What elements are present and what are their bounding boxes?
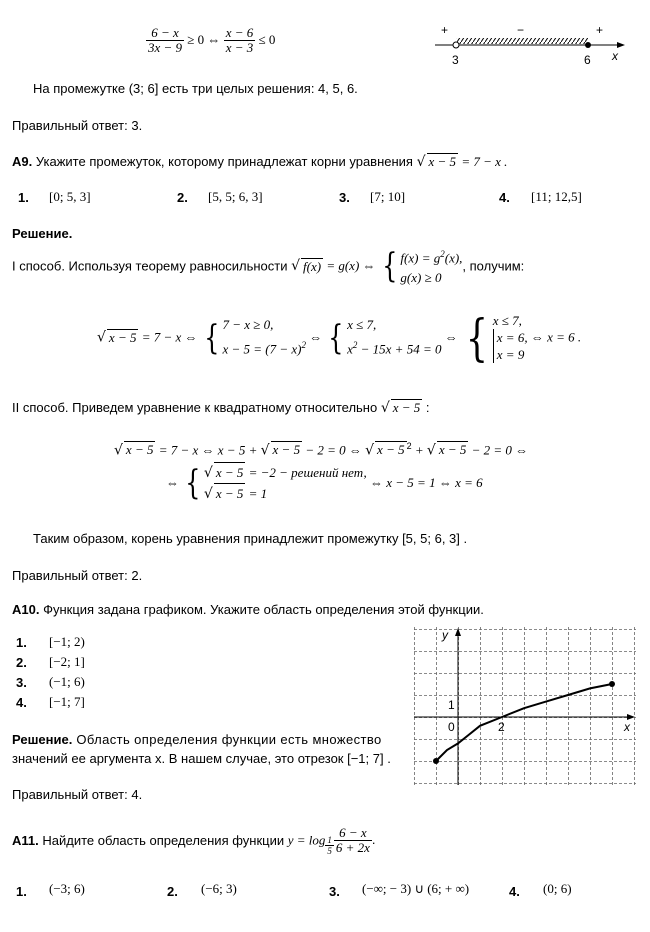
system-line: = −2 − решений нет, bbox=[245, 465, 367, 480]
frac-num: 6 − x bbox=[334, 826, 372, 841]
top-inequality bbox=[146, 26, 275, 55]
chain-text: + bbox=[411, 442, 427, 458]
chain-eq: = 7 − x ⇔ bbox=[138, 329, 201, 345]
equation-rhs: = 7 − x . bbox=[458, 154, 508, 169]
radical: x − 5 bbox=[377, 442, 405, 458]
way1-line: I способ. Используя теорему равносильности √ f(x) = g(x) ⇔ { $f(x) = g^2(x)$, g(x) ≥ 0 , получим: bbox=[12, 244, 524, 288]
solution-label: Решение. bbox=[12, 226, 73, 241]
radical: x − 5 bbox=[214, 462, 246, 483]
equiv-arrow: ⇔ bbox=[305, 329, 326, 345]
axis-label-x: x bbox=[612, 49, 618, 63]
option-num: 4. bbox=[16, 695, 27, 710]
answer-a9: Правильный ответ: 2. bbox=[12, 568, 143, 583]
solution-chain-1: √ x − 5 = 7 − x ⇔ { 7 − x ≥ 0, $x - 5 = (7 - x)^2$ ⇔ { x ≤ 7, $x^2 - 15x + 54 = 0$ ⇔ { x ≤ 7, x = 6, x = 9 ⇔ x = 6 . bbox=[97, 308, 582, 367]
system-line: 7 − x ≥ 0, bbox=[222, 317, 274, 333]
tick-label-3: 3 bbox=[452, 53, 459, 67]
function-graph bbox=[414, 627, 636, 785]
equiv-arrow: ⇔ bbox=[166, 475, 183, 490]
sign-minus: − bbox=[517, 23, 525, 37]
origin-label: 0 bbox=[448, 720, 455, 734]
answer-a8: Правильный ответ: 3. bbox=[12, 118, 143, 133]
a9-question: А9. Укажите промежуток, которому принадлежат корни уравнения √ x − 5 = 7 − x . bbox=[12, 154, 508, 170]
system-line: − 15x + 54 = 0 bbox=[357, 341, 442, 357]
relation: ≤ 0 bbox=[255, 31, 276, 47]
system-line: f(x) = g bbox=[400, 250, 441, 266]
option-value[interactable]: (−∞; − 3) ∪ (6; + ∞) bbox=[362, 881, 470, 896]
task-label: А11. bbox=[12, 833, 39, 848]
solution-label: Решение. bbox=[12, 732, 73, 747]
frac-den: x − 3 bbox=[225, 40, 254, 55]
axis-arrow bbox=[617, 42, 625, 48]
chain-tail: ⇔ x − 5 = 1 ⇔ x = 6 bbox=[366, 475, 483, 490]
option-value[interactable]: (−6; 3) bbox=[201, 881, 237, 896]
radical: x − 5 bbox=[428, 154, 457, 169]
option-value[interactable]: [11; 12,5] bbox=[531, 189, 582, 204]
way1-tail: , получим: bbox=[462, 258, 525, 274]
radical: x − 5 bbox=[108, 330, 137, 345]
curve-start-point bbox=[433, 758, 439, 764]
option-value[interactable]: (0; 6) bbox=[543, 881, 572, 896]
task-text: Функция задана графиком. Укажите область определения этой функции. bbox=[39, 602, 484, 617]
function-prefix: y = log bbox=[287, 832, 326, 848]
way1-text: I способ. Используя теорему равносильности bbox=[12, 258, 292, 274]
answer-a10: Правильный ответ: 4. bbox=[12, 787, 143, 802]
option-value[interactable]: (−3; 6) bbox=[49, 881, 85, 896]
option-value[interactable]: [7; 10] bbox=[370, 189, 406, 204]
tick-label-2: 2 bbox=[498, 720, 505, 734]
way2-line: II способ. Приведем уравнение к квадратному относительно √ x − 5 : bbox=[12, 400, 430, 416]
option-value[interactable]: (−1; 6) bbox=[49, 674, 85, 689]
a10-solution-line1 bbox=[12, 732, 382, 747]
log-base-den: 5 bbox=[327, 845, 332, 856]
option-num: 3. bbox=[329, 884, 340, 899]
sign-plus-right: + bbox=[596, 23, 604, 37]
interval-line: На промежутке (3; 6] есть три целых решения: 4, 5, 6. bbox=[33, 81, 358, 96]
open-point bbox=[453, 42, 459, 48]
solution-chain-2-line1: √ x − 5 = 7 − x ⇔ x − 5 + √ x − 5 − 2 = 0 ⇔ √ x − 5 $^2$ + √ x − 5 − 2 = 0 ⇔ bbox=[114, 441, 529, 459]
solution-chain-2-line2: ⇔ { √ x − 5 = −2 − решений нет, √ x − 5 = 1 ⇔ x − 5 = 1 ⇔ x = 6 bbox=[166, 463, 483, 503]
radical: x − 5 bbox=[125, 442, 154, 458]
way2-text: II способ. Приведем уравнение к квадратному относительно bbox=[12, 400, 381, 415]
option-num: 4. bbox=[499, 190, 510, 205]
radical: x − 5 bbox=[272, 442, 301, 458]
system-line: = 1 bbox=[245, 486, 268, 501]
task-label: А9. bbox=[12, 154, 33, 169]
way2-colon: : bbox=[422, 400, 430, 415]
option-num: 1. bbox=[16, 635, 27, 650]
system-line: x = 9 bbox=[493, 346, 528, 363]
system-line: x ≤ 7, bbox=[492, 313, 522, 328]
log-base-num: 1 bbox=[327, 834, 332, 845]
hatched-interval bbox=[456, 38, 588, 44]
chain-text: − 2 = 0 ⇔ bbox=[468, 442, 529, 458]
relation: ≥ 0 ⇔ bbox=[184, 31, 224, 47]
option-num: 1. bbox=[18, 190, 29, 205]
axis-label-y: y bbox=[442, 628, 448, 642]
system-line: x ≤ 7, bbox=[347, 317, 377, 333]
curve-end-point bbox=[609, 681, 615, 687]
option-value[interactable]: [−1; 2) bbox=[49, 634, 85, 649]
radical: x − 5 bbox=[438, 442, 467, 458]
radical: f(x) bbox=[303, 258, 322, 274]
equiv-arrow: ⇔ bbox=[441, 329, 461, 345]
frac-num: x − 6 bbox=[225, 25, 254, 40]
exponent: 2 bbox=[406, 441, 412, 451]
option-value[interactable]: [0; 5, 3] bbox=[49, 189, 91, 204]
tick-label-6: 6 bbox=[584, 53, 591, 67]
frac-den: 3x − 9 bbox=[148, 40, 183, 55]
frac-den: 6 + 2x bbox=[335, 840, 370, 855]
option-num: 3. bbox=[16, 675, 27, 690]
chain-tail: ⇔ x = 6 . bbox=[527, 329, 582, 345]
sign-plus-left: + bbox=[441, 23, 449, 37]
chain-text: − 2 = 0 ⇔ bbox=[302, 442, 366, 458]
system-line: (x), bbox=[444, 250, 463, 266]
system-line: x − 5 = (7 − x) bbox=[222, 341, 302, 357]
axis-label-x: x bbox=[624, 720, 630, 734]
option-value[interactable]: [−1; 7] bbox=[49, 694, 85, 709]
a10-question bbox=[12, 602, 484, 617]
number-line bbox=[425, 18, 635, 70]
system-line: g(x) ≥ 0 bbox=[400, 270, 442, 286]
a11-question: А11. Найдите область определения функции y = log $\frac{1}{5}$ $\frac{6 - x}{6 + 2x}$ . bbox=[12, 825, 376, 856]
option-num: 4. bbox=[509, 884, 520, 899]
frac-num: 6 − x bbox=[146, 26, 184, 41]
option-num: 2. bbox=[177, 190, 188, 205]
system-line: x bbox=[347, 341, 353, 357]
option-num: 2. bbox=[167, 884, 178, 899]
option-num: 1. bbox=[16, 884, 27, 899]
option-num: 2. bbox=[16, 655, 27, 670]
solution-text: Область определения функции есть множество bbox=[72, 732, 382, 747]
conclusion: Таким образом, корень уравнения принадлежит промежутку [5, 5; 6, 3] . bbox=[33, 531, 468, 546]
system-line: x = 6, bbox=[493, 329, 528, 346]
option-num: 3. bbox=[339, 190, 350, 205]
option-value[interactable]: [−2; 1] bbox=[49, 654, 85, 669]
tick-label-1: 1 bbox=[448, 698, 455, 712]
closed-point bbox=[585, 42, 591, 48]
task-text: Найдите область определения функции bbox=[38, 833, 288, 848]
chain-text: = 7 − x ⇔ x − 5 + bbox=[155, 442, 261, 458]
way1-mid: = g(x) ⇔ bbox=[323, 258, 379, 274]
a10-solution-line2: значений ее аргумента x. В нашем случае, это отрезок [−1; 7] . bbox=[12, 751, 391, 766]
task-text: Укажите промежуток, которому принадлежат корни уравнения bbox=[32, 154, 417, 169]
task-label: А10. bbox=[12, 602, 40, 617]
option-value[interactable]: [5, 5; 6, 3] bbox=[208, 189, 263, 204]
radical: x − 5 bbox=[214, 483, 246, 504]
radical: x − 5 bbox=[392, 400, 421, 415]
